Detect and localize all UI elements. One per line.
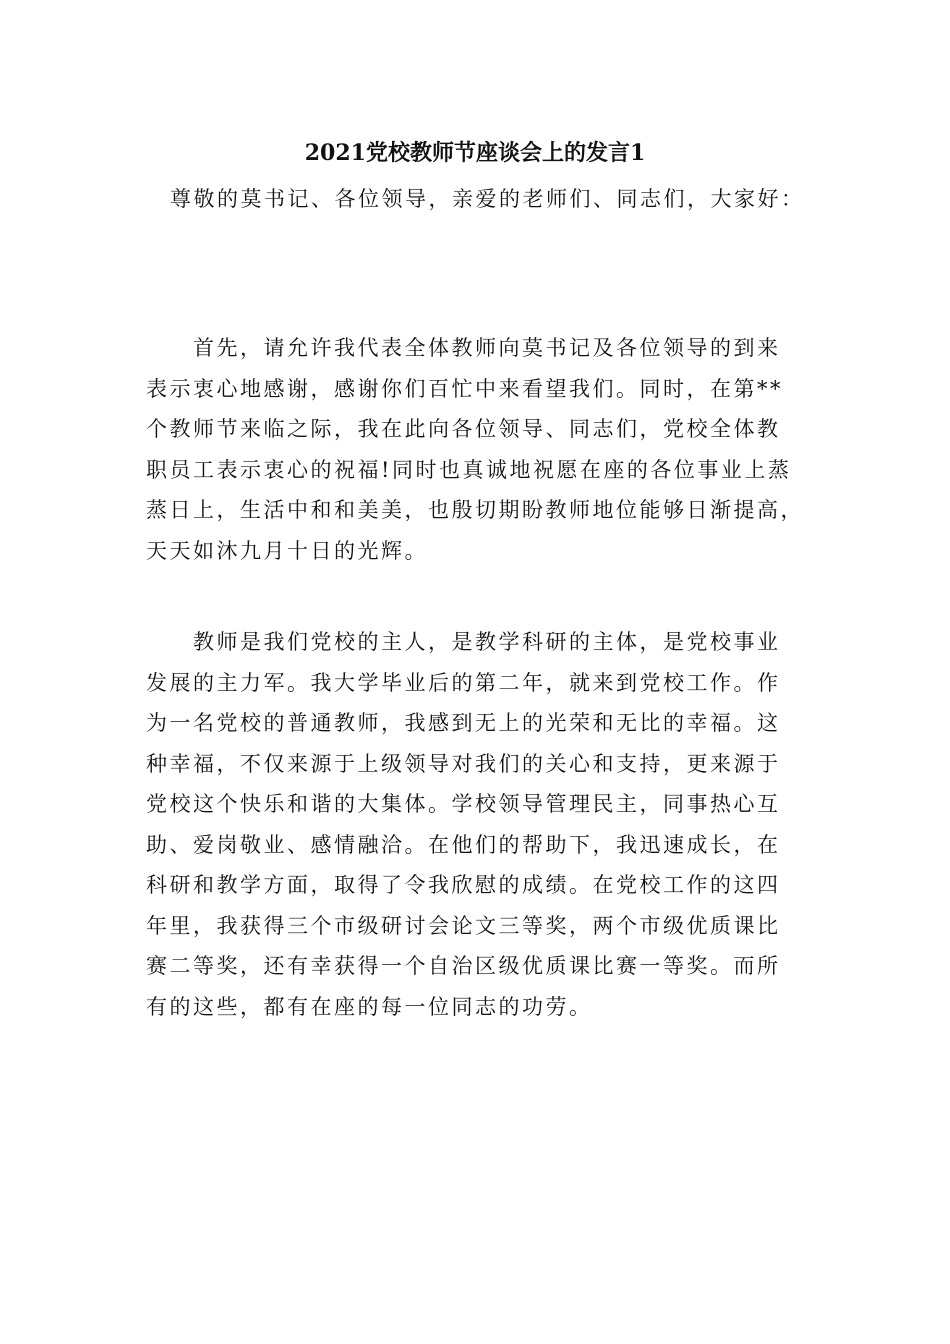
paragraph-line: 个教师节来临之际，我在此向各位领导、同志们，党校全体教 <box>146 417 781 441</box>
paragraph-line: 科研和教学方面，取得了令我欣慰的成绩。在党校工作的这四 <box>146 873 781 897</box>
paragraph-line: 为一名党校的普通教师，我感到无上的光荣和无比的幸福。这 <box>146 711 781 735</box>
paragraph-1 <box>146 328 806 571</box>
paragraph-line: 赛二等奖，还有幸获得一个自治区级优质课比赛一等奖。而所 <box>146 954 781 978</box>
paragraph-line: 发展的主力军。我大学毕业后的第二年，就来到党校工作。作 <box>146 670 781 695</box>
paragraph-line: 种幸福，不仅来源于上级领导对我们的关心和支持，更来源于 <box>146 751 781 776</box>
paragraph-line: 表示衷心地感谢，感谢你们百忙中来看望我们。同时，在第** <box>146 376 783 401</box>
paragraph-line: 教师是我们党校的主人，是教学科研的主体，是党校事业 <box>146 630 781 654</box>
paragraph-line: 党校这个快乐和谐的大集体。学校领导管理民主，同事热心互 <box>146 792 781 816</box>
paragraph-line: 首先，请允许我代表全体教师向莫书记及各位领导的到来 <box>146 336 781 360</box>
paragraph-2 <box>146 622 806 1027</box>
paragraph-line: 助、爱岗敬业、感情融洽。在他们的帮助下，我迅速成长，在 <box>146 832 781 857</box>
paragraph-line: 天天如沐九月十日的光辉。 <box>146 538 428 563</box>
paragraph-line: 年里，我获得三个市级研讨会论文三等奖，两个市级优质课比 <box>146 913 781 938</box>
paragraph-line: 有的这些，都有在座的每一位同志的功劳。 <box>146 994 593 1019</box>
document-title: 2021党校教师节座谈会上的发言1 <box>304 140 646 166</box>
greeting-line: 尊敬的莫书记、各位领导，亲爱的老师们、同志们，大家好： <box>170 187 805 211</box>
paragraph-line: 蒸日上，生活中和和美美，也殷切期盼教师地位能够日渐提高， <box>146 498 804 522</box>
paragraph-line: 职员工表示衷心的祝福!同时也真诚地祝愿在座的各位事业上蒸 <box>146 457 792 482</box>
